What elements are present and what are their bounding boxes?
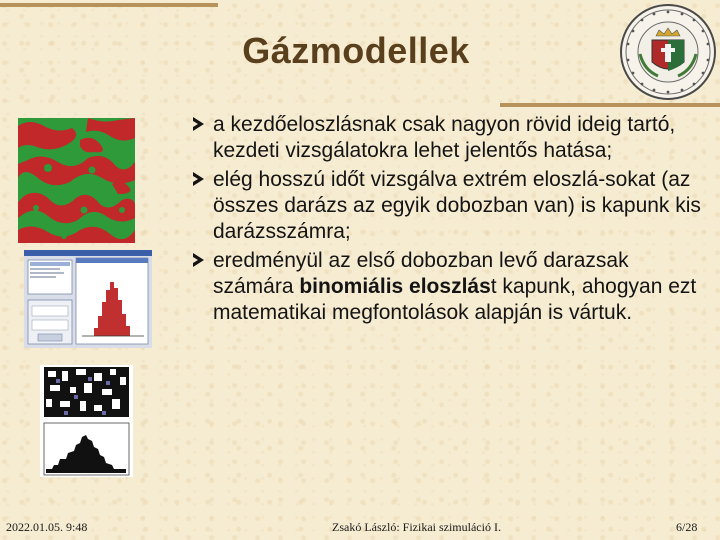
footer-page-number: 6/28 bbox=[676, 520, 698, 534]
arrow-bullet-icon bbox=[193, 172, 204, 186]
arrow-bullet-icon bbox=[193, 117, 204, 131]
footer-date: 2022.01.05. 9:48 bbox=[6, 520, 88, 534]
university-seal-logo bbox=[612, 0, 720, 104]
bullet-item bbox=[190, 112, 710, 164]
bullet-item bbox=[190, 248, 710, 326]
software-screenshot-histogram-image bbox=[24, 250, 152, 348]
slide-title: Gázmodellek bbox=[242, 30, 470, 71]
bullet-text-post: t kapunk, ahogyan ezt matematikai megfontolások alapján is vártuk. bbox=[213, 275, 697, 324]
black-white-grid-distribution-image bbox=[40, 365, 133, 477]
red-green-simulation-image bbox=[18, 118, 135, 243]
arrow-bullet-icon bbox=[193, 253, 204, 267]
bullet-item bbox=[190, 167, 710, 245]
bullet-list bbox=[190, 112, 710, 329]
bullet-text: a kezdőeloszlásnak csak nagyon rövid ideig tartó, kezdeti vizsgálatokra lehet jelentős hatása; bbox=[213, 113, 676, 162]
footer-author: Zsakó László: Fizikai szimuláció I. bbox=[332, 520, 501, 534]
top-accent-line bbox=[0, 3, 218, 7]
bullet-text-bold: binomiális eloszlás bbox=[299, 275, 491, 298]
bullet-text: elég hosszú időt vizsgálva extrém eloszlá-sokat (az összes darázs az egyik dobozban van) is kapunk kis darázsszámra; bbox=[213, 168, 701, 243]
bullet-text-pre: eredményül az első dobozban levő darazsak számára bbox=[213, 249, 629, 298]
